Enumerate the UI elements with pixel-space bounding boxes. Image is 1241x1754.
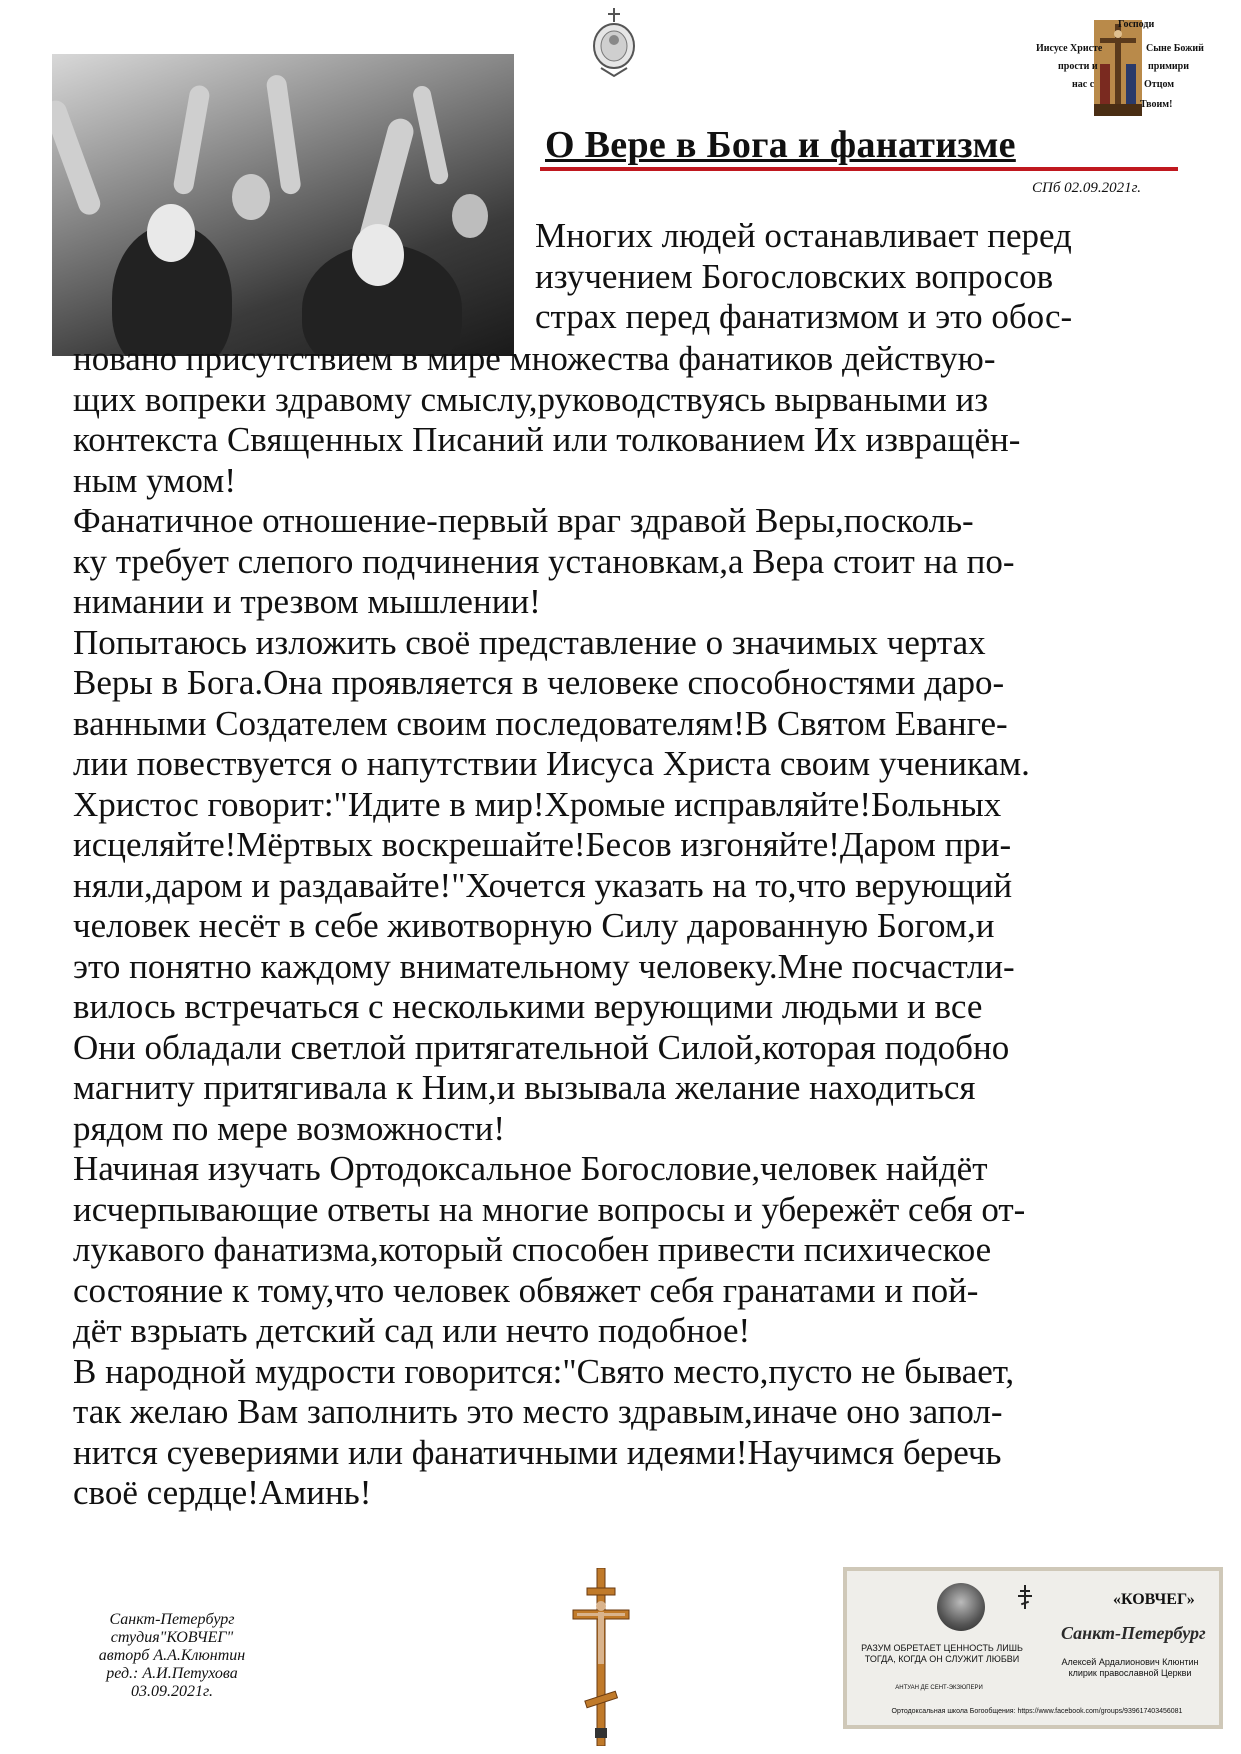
intro-line: Многих людей останавливает перед: [535, 216, 1072, 255]
body-line: Попытаюсь изложить своё представление о значимых чертах: [73, 622, 986, 662]
body-line: Начиная изучать Ортодоксальное Богословие,человек найдёт: [73, 1149, 988, 1188]
icon-caption-1: Господи: [1118, 19, 1155, 30]
body-line: няли,даром и раздавайте!"Хочется указать на то,что верующий: [73, 865, 1013, 905]
body-line: новано присутствием в мире множества фанатиков действую-: [73, 339, 996, 378]
credit-line: 03.09.2021г.: [130, 1683, 214, 1700]
credit-line: ред.: А.И.Петухова: [106, 1665, 238, 1682]
body-line: нимании и трезвом мышлении!: [73, 582, 541, 621]
body-line: Фанатичное отношение-первый враг здравой Веры,посколь-: [73, 501, 974, 540]
page-title: О Вере в Бога и фанатизме: [545, 124, 1016, 166]
body-line: рядом по мере возможности!: [73, 1108, 505, 1148]
body-line: дёт взрыать детский сад или нечто подобное!: [73, 1311, 751, 1350]
body-line: магниту притягивала к Ним,и вызывала желание находиться: [73, 1068, 976, 1107]
body-line: так желаю Вам заполнить это место здравым,иначе оно запол-: [73, 1392, 1003, 1431]
body-line: ку требует слепого подчинения установкам,а Вера стоит на по-: [73, 541, 1015, 581]
body-line: В народной мудрости говорится:"Свято место,пусто не бывает,: [73, 1351, 1015, 1391]
intro-line: страх перед фанатизмом и это обос-: [535, 297, 1073, 336]
footer-credits: [62, 1611, 282, 1701]
banner-person-name: Алексей Ардалионович Клюнтин: [1061, 1657, 1199, 1667]
worship-photo: [52, 54, 514, 356]
body-line: человек несёт в себе животворную Силу дарованную Богом,и: [73, 906, 995, 945]
icon-caption-7: Отцом: [1144, 79, 1175, 90]
body-line: состояние к тому,что человек обвяжет себя гранатами и пой-: [73, 1270, 979, 1310]
body-line: лии повествуется о напутствии Иисуса Христа своим ученикам.: [73, 744, 1030, 783]
icon-caption-5: примири: [1148, 61, 1189, 72]
body-line: Христос говорит:"Идите в мир!Хромые исправляйте!Больных: [73, 784, 1002, 824]
body-line: лукавого фанатизма,который способен привести психическое: [73, 1230, 992, 1269]
icon-caption-8: Твоим!: [1140, 99, 1173, 110]
article-body: [73, 339, 1233, 1514]
banner-person: [1043, 1657, 1217, 1679]
icon-caption-6: нас с: [1072, 79, 1095, 90]
icon-caption-3: Сыне Божий: [1146, 43, 1204, 54]
banner-city: Санкт-Петербург: [1061, 1623, 1206, 1643]
body-line: ным умом!: [73, 460, 236, 500]
small-cross-icon: [1017, 1585, 1033, 1609]
title-underline: [540, 167, 1178, 171]
body-line: нится суевериями или фанатичными идеями!Научимся беречь: [73, 1432, 1002, 1472]
prayer-icon: [1036, 14, 1204, 114]
body-line: исцеляйте!Мёртвых воскрешайте!Бесов изгоняйте!Даром при-: [73, 825, 1012, 864]
banner-org: «КОВЧЕГ»: [1113, 1591, 1195, 1608]
author-portrait: [937, 1583, 985, 1631]
credit-line: Санкт-Петербург: [109, 1611, 235, 1628]
body-line: Веры в Бога.Она проявляется в человеке способностями даро-: [73, 663, 1005, 702]
body-line: Они обладали светлой притягательной Силой,которая подобно: [73, 1027, 1010, 1067]
date-line: СПб 02.09.2021г.: [1032, 180, 1142, 196]
body-line: контекста Священных Писаний или толкованием Их извращён-: [73, 420, 1021, 459]
body-line: исчерпывающие ответы на многие вопросы и убережёт себя от-: [73, 1189, 1026, 1229]
banner-quote-author: АНТУАН ДЕ СЕНТ-ЭКЗЮПЕРИ: [895, 1685, 983, 1691]
credit-line: авторб А.А.Клюнтин: [98, 1647, 246, 1664]
intro-paragraph: [535, 216, 1205, 338]
body-line: это понятно каждому внимательному человеку.Мне посчастли-: [73, 946, 1015, 986]
orthodox-cross-icon: [571, 1568, 631, 1746]
icon-caption-4: прости и: [1058, 61, 1098, 72]
body-line: ванными Создателем своим последователям!В Святом Еванге-: [73, 703, 1008, 743]
banner-link: Ортодоксальная школа Богообщения: https://www.facebook.com/groups/939617403456081: [891, 1708, 1183, 1715]
credit-line: студия"КОВЧЕГ": [110, 1629, 234, 1646]
icon-caption-2: Иисусе Христе: [1036, 43, 1103, 54]
kovcheg-banner: [843, 1567, 1223, 1729]
body-line: своё сердце!Аминь!: [73, 1473, 372, 1512]
body-line: вилось встречаться с несколькими верующими людьми и все: [73, 987, 983, 1026]
banner-person-role: клирик православной Церкви: [1068, 1668, 1192, 1678]
banner-quote: РАЗУМ ОБРЕТАЕТ ЦЕННОСТЬ ЛИШЬ ТОГДА, КОГДА ОН СЛУЖИТ ЛЮБВИ: [861, 1643, 1023, 1664]
church-emblem-icon: [591, 8, 637, 78]
crucifixion-icon: [1094, 20, 1142, 116]
body-line: щих вопреки здравому смыслу,руководствуясь вырваными из: [73, 379, 989, 419]
intro-line: изучением Богословских вопросов: [535, 256, 1054, 296]
